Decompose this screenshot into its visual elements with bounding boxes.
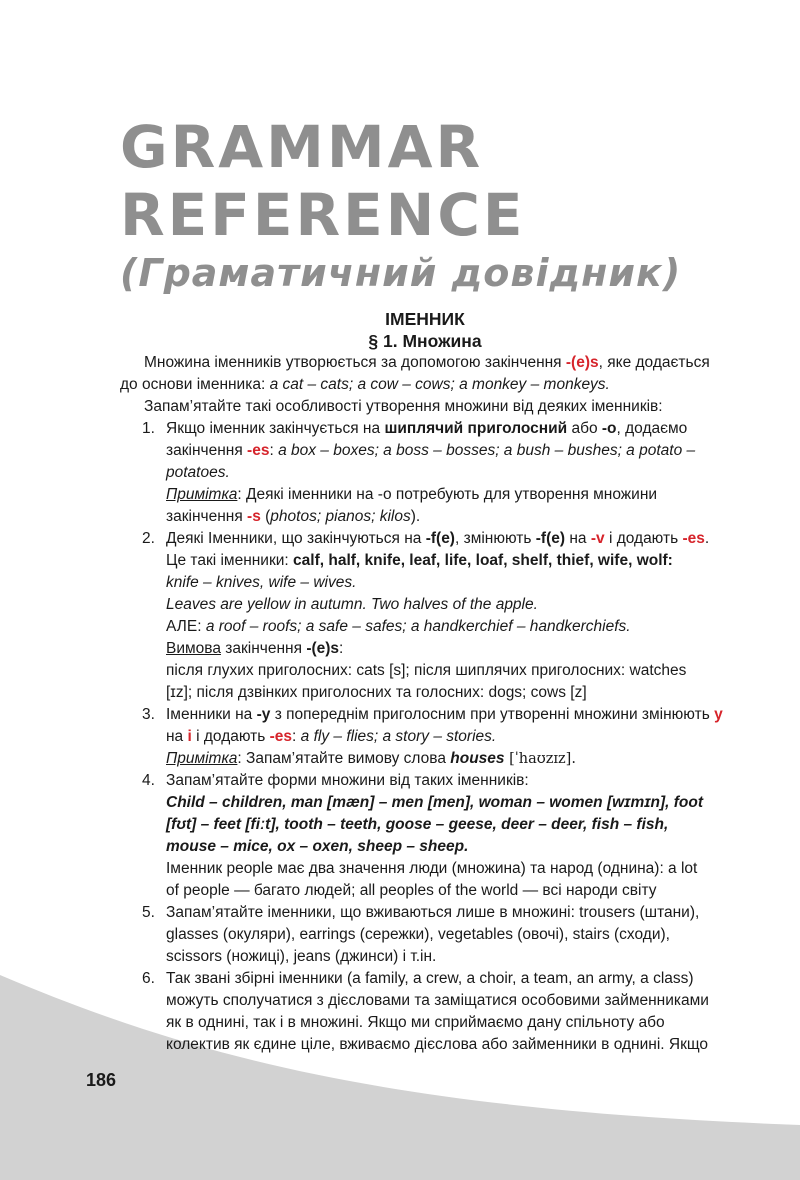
note-3: Примітка: Запам’ятайте вимову слова houses [ˈhaʊzɪz]. (166, 750, 576, 767)
title-line-1: GRAMMAR (120, 113, 484, 181)
remember-paragraph: Запам’ятайте такі особливості утворення множини від деяких іменників: (144, 398, 663, 415)
list-item-5: 5. Запам’ятайте іменники, що вживаються лише в множині: trousers (штани), glasses (окуляри), earrings (сережки), vegetables (овочі), stairs (сходи), scissors (ножиці), jeans (джинси) і т.ін. (142, 904, 700, 965)
list-item-1: 1. Якщо іменник закінчується на шиплячий приголосний або -o, додаємо закінчення -es: a box – boxes; a boss – bosses; a bush – bushes; a potato – potatoes. Примітка: Деякі іменники на -o потребують для утворення множини закінчення -s (photos; pianos; kilos). (120, 418, 730, 528)
list-item-3: 3. Іменники на -y з попереднім приголосним при утворенні множини змінюють y на i і додають -es: a fly – flies; a story – stories. Примітка: Запам’ятайте вимову слова houses [ˈhaʊzɪz]. (120, 704, 730, 770)
list-item-4: 4. Запам’ятайте форми множини від таких іменників: Child – children, man [mæn] – men [men], woman – women [wɪmɪn], foot [fʊt] – feet [fiːt], tooth – teeth, goose – geese, deer – deer, fish – fish, mouse – mice, ox – oxen, sheep – sheep. Іменник people має два значення люди (множина) та народ (однина): a lot of people — багато людей; all peoples of the world — всі народи світу (142, 772, 704, 899)
section-subheading: § 1. Множина (368, 331, 482, 351)
title-line-3: (Граматичний довідник) (120, 251, 682, 295)
list-item-2: 2. Деякі Іменники, що закінчуються на -f(e), змінюють -f(e) на -v і додають -es. Це такі іменники: calf, half, knife, leaf, life, loaf, shelf, thief, wife, wolf: knife – knives, wife – wives. Leaves are yellow in autumn. Two halves of the apple. АЛЕ: a roof – roofs; a safe – safes; a handkerchief – handkerchiefs. Вимова закінчення -(e)s: після глухих приголосних: cats [s]; після шиплячих приголосних: watches [ɪz]; після дзвінких приголосних та голосних: dogs; cows [z] (142, 530, 710, 701)
intro-paragraph: Множина іменників утворюється за допомогою закінчення -(e)s, яке додається до основи іменника: a cat – cats; a cow – cows; a monkey – monkeys. (120, 354, 710, 393)
page-title (120, 113, 682, 295)
list-item-6: 6. Так звані збірні іменники (a family, a crew, a choir, a team, an army, a class) можуть сполучатися з дієсловами та заміщатися особовими займенниками як в однині, так і в множині. Якщо ми сприймаємо дану спільноту або колектив як єдине ціле, вживаємо дієслова або займенники в однині. Якщо (142, 970, 709, 1053)
section-heading: ІМЕННИК (385, 309, 465, 329)
grammar-content (120, 308, 730, 1056)
page-number: 186 (86, 1070, 117, 1090)
title-line-2: REFERENCE (120, 181, 526, 249)
note-1: Примітка: Деякі іменники на -o потребують для утворення множини закінчення -s (photos; pianos; kilos). (166, 486, 658, 525)
